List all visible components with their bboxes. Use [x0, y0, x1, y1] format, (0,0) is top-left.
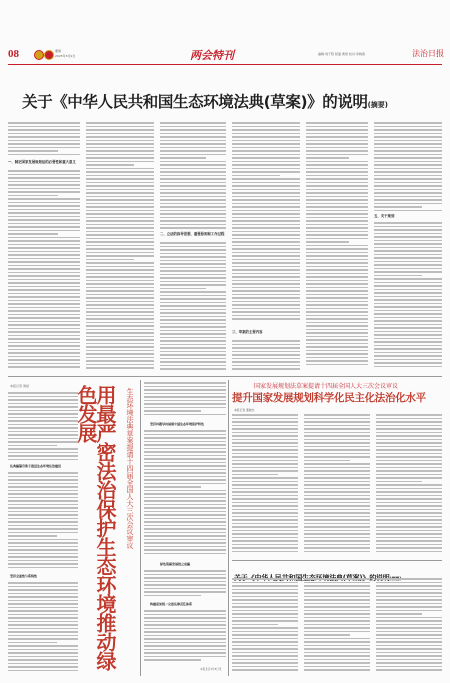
column-rule [228, 380, 229, 676]
mid-feature-subhead-1: 坚持问题导向展现中国生态环境保护特色 [150, 422, 205, 426]
masthead-small-line2: 2025年3月9日 [55, 54, 76, 58]
article-column-6 [374, 122, 442, 214]
right-feature-column-2 [304, 414, 370, 556]
article-column-4 [232, 122, 300, 327]
section-heading-5: 五、关于规划 [374, 214, 395, 218]
right-feature-column-3 [376, 414, 442, 556]
page-number: 08 [8, 48, 19, 60]
section-logo: 两会特刊 [190, 49, 234, 62]
mid-feature-body-3 [144, 570, 226, 598]
vertical-subtitle: 生态环境法典草案提请十四届全国人大三次会议审议 [126, 388, 134, 549]
right-feature-title: 提升国家发展规划科学化民主化法治化水平 [232, 392, 426, 404]
left-feature-body [8, 392, 78, 462]
bottom-article-column-1 [232, 578, 298, 674]
article-column-2 [86, 122, 154, 372]
article-column-3b [160, 242, 226, 372]
left-feature-byline: 本报记者 周斌 [10, 384, 29, 388]
section-divider [8, 376, 442, 377]
right-feature-kicker: 国家发展规划法草案提请十四届全国人大三次会议审议 [254, 383, 399, 390]
left-feature-body-2 [8, 472, 78, 572]
vertical-headline: 用最严密法治保护生态环境推动绿色发展 [74, 385, 117, 670]
bottom-article-column-2 [304, 578, 370, 674]
editors-line: 编辑:刘子阳 版面:黄煜 校对:李晓春 [318, 52, 365, 56]
mid-feature-body-4 [144, 610, 226, 666]
section-heading-1: 一、制定国家发展规划法的必要性和重大意义 [8, 160, 76, 164]
right-feature-byline: 本报记者 董晓杰 [234, 408, 255, 412]
masthead-small-line1: 要闻 [55, 49, 62, 53]
mid-feature-subhead-3: 构建更加统一完备法律责任体系 [150, 602, 193, 606]
bottom-divider [232, 560, 442, 561]
article-column-1 [8, 122, 80, 160]
left-feature-body-3 [8, 582, 78, 674]
headline-title: 关于《中华人民共和国生态环境法典(草案)》的说明 [22, 93, 368, 111]
article-column-3 [160, 122, 226, 232]
article-column-6b [374, 222, 442, 372]
mid-feature-body-1 [144, 382, 226, 420]
mid-feature-subhead-2: 绿色低碳发展独立成编 [160, 562, 191, 566]
headline-tag: (摘要) [367, 101, 388, 109]
mid-feature-body-2 [144, 430, 226, 560]
left-feature-subhead-2: 坚持全面性与系统性 [10, 574, 38, 578]
column-rule [140, 380, 141, 676]
article-column-1b [8, 170, 80, 370]
masthead [0, 48, 450, 62]
emblem-icon [34, 50, 44, 60]
section-heading-3: 三、草案的主要内容 [232, 330, 263, 334]
article-column-4b [232, 340, 300, 372]
masthead-rule [8, 64, 442, 65]
left-feature-subhead-1: 法典编纂有助于推进生态环境法治建设 [10, 464, 62, 468]
paper-name: 法治日报 [412, 49, 444, 58]
emblem-icon [44, 50, 54, 60]
right-feature-column-1 [232, 414, 298, 556]
article-column-5 [306, 122, 368, 372]
mid-feature-byline: 本报北京3月8日讯 [200, 668, 222, 671]
bottom-article-column-3 [376, 578, 442, 674]
main-headline [22, 90, 432, 112]
section-heading-2: 二、立法的指导思想、重要原则和工作过程 [160, 232, 225, 236]
